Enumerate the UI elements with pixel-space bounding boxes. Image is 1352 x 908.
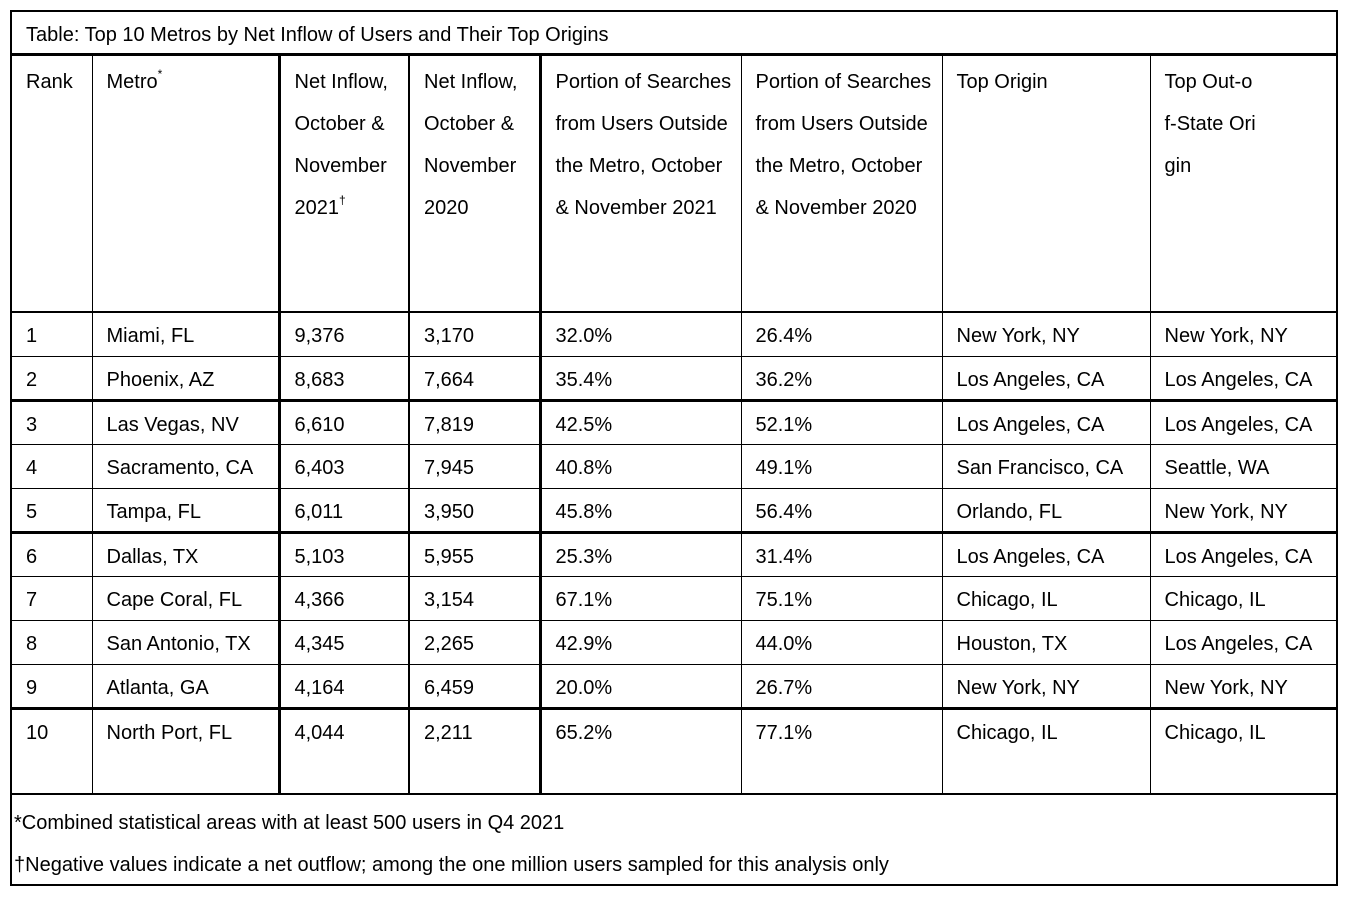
header-rank: Rank: [12, 56, 92, 312]
cell-net-inflow-2020: 3,154: [409, 576, 540, 620]
cell-portion-2020: 26.4%: [741, 312, 942, 356]
footnote-metro: *Combined statistical areas with at least 500 users in Q4 2021: [14, 812, 565, 834]
table-row: [12, 444, 1336, 488]
table-row: [12, 488, 1336, 532]
cell-metro: Tampa, FL: [92, 488, 279, 532]
cell-metro: Miami, FL: [92, 312, 279, 356]
cell-top-origin: Los Angeles, CA: [942, 356, 1150, 400]
cell-top-out-of-state-origin: Los Angeles, CA: [1150, 400, 1336, 444]
table-frame: [10, 10, 1338, 886]
header-top-origin: Top Origin: [942, 56, 1150, 312]
cell-portion-2020: 56.4%: [741, 488, 942, 532]
cell-net-inflow-2020: 7,819: [409, 400, 540, 444]
cell-top-out-of-state-origin: Los Angeles, CA: [1150, 620, 1336, 664]
cell-top-out-of-state-origin: Seattle, WA: [1150, 444, 1336, 488]
cell-portion-2021: 25.3%: [540, 532, 741, 576]
cell-metro: Atlanta, GA: [92, 664, 279, 708]
cell-top-origin: Los Angeles, CA: [942, 400, 1150, 444]
cell-portion-2020: 52.1%: [741, 400, 942, 444]
cell-net-inflow-2021: 4,044: [279, 708, 409, 794]
cell-net-inflow-2020: 2,211: [409, 708, 540, 794]
header-row: [12, 56, 1336, 312]
cell-rank: 1: [12, 312, 92, 356]
cell-top-origin: New York, NY: [942, 664, 1150, 708]
cell-portion-2020: 75.1%: [741, 576, 942, 620]
footnote-net-inflow: †Negative values indicate a net outflow; among the one million users sampled for this analysis only: [14, 854, 889, 876]
cell-metro: Phoenix, AZ: [92, 356, 279, 400]
cell-top-origin: Houston, TX: [942, 620, 1150, 664]
metros-table: [12, 56, 1336, 795]
cell-metro: Sacramento, CA: [92, 444, 279, 488]
cell-net-inflow-2021: 4,164: [279, 664, 409, 708]
cell-top-out-of-state-origin: Los Angeles, CA: [1150, 356, 1336, 400]
cell-portion-2021: 20.0%: [540, 664, 741, 708]
table-row: [12, 532, 1336, 576]
cell-metro: North Port, FL: [92, 708, 279, 794]
cell-rank: 8: [12, 620, 92, 664]
cell-rank: 4: [12, 444, 92, 488]
cell-net-inflow-2021: 6,011: [279, 488, 409, 532]
cell-portion-2021: 40.8%: [540, 444, 741, 488]
cell-net-inflow-2021: 9,376: [279, 312, 409, 356]
table-row: [12, 620, 1336, 664]
cell-net-inflow-2021: 6,403: [279, 444, 409, 488]
cell-portion-2021: 32.0%: [540, 312, 741, 356]
table-row: [12, 664, 1336, 708]
cell-portion-2021: 45.8%: [540, 488, 741, 532]
cell-rank: 6: [12, 532, 92, 576]
table-row: [12, 312, 1336, 356]
header-metro: Metro*: [92, 56, 279, 312]
cell-net-inflow-2020: 6,459: [409, 664, 540, 708]
cell-top-origin: New York, NY: [942, 312, 1150, 356]
header-net-inflow-2020: Net Inflow, October & November 2020: [409, 56, 540, 312]
cell-net-inflow-2021: 4,345: [279, 620, 409, 664]
cell-top-origin: Los Angeles, CA: [942, 532, 1150, 576]
cell-net-inflow-2020: 3,950: [409, 488, 540, 532]
table-row: [12, 708, 1336, 794]
cell-rank: 9: [12, 664, 92, 708]
cell-metro: Las Vegas, NV: [92, 400, 279, 444]
cell-top-out-of-state-origin: Los Angeles, CA: [1150, 532, 1336, 576]
cell-top-origin: Chicago, IL: [942, 708, 1150, 794]
cell-net-inflow-2020: 2,265: [409, 620, 540, 664]
cell-rank: 2: [12, 356, 92, 400]
cell-net-inflow-2021: 8,683: [279, 356, 409, 400]
table-row: [12, 356, 1336, 400]
cell-portion-2020: 77.1%: [741, 708, 942, 794]
cell-net-inflow-2020: 7,945: [409, 444, 540, 488]
table-title: Table: Top 10 Metros by Net Inflow of Users and Their Top Origins: [12, 12, 1336, 56]
cell-portion-2021: 65.2%: [540, 708, 741, 794]
metro-footnote-mark: *: [157, 67, 163, 82]
cell-portion-2021: 67.1%: [540, 576, 741, 620]
cell-net-inflow-2020: 3,170: [409, 312, 540, 356]
header-top-out-of-state-origin: Top Out-of-State Origin: [1150, 56, 1336, 312]
header-portion-2021: Portion of Searches from Users Outside the Metro, October & November 2021: [540, 56, 741, 312]
cell-net-inflow-2021: 6,610: [279, 400, 409, 444]
cell-portion-2020: 44.0%: [741, 620, 942, 664]
cell-rank: 5: [12, 488, 92, 532]
cell-portion-2021: 42.9%: [540, 620, 741, 664]
cell-net-inflow-2021: 5,103: [279, 532, 409, 576]
cell-portion-2021: 35.4%: [540, 356, 741, 400]
cell-top-out-of-state-origin: New York, NY: [1150, 488, 1336, 532]
cell-top-origin: Chicago, IL: [942, 576, 1150, 620]
header-portion-2020: Portion of Searches from Users Outside the Metro, October & November 2020: [741, 56, 942, 312]
header-net-inflow-2021: Net Inflow, October & November 2021†: [279, 56, 409, 312]
table-row: [12, 576, 1336, 620]
cell-portion-2020: 26.7%: [741, 664, 942, 708]
net-inflow-footnote-mark: †: [339, 193, 346, 208]
cell-top-origin: Orlando, FL: [942, 488, 1150, 532]
cell-top-out-of-state-origin: Chicago, IL: [1150, 576, 1336, 620]
cell-portion-2020: 36.2%: [741, 356, 942, 400]
cell-portion-2020: 31.4%: [741, 532, 942, 576]
table-row: [12, 400, 1336, 444]
cell-metro: Cape Coral, FL: [92, 576, 279, 620]
cell-portion-2020: 49.1%: [741, 444, 942, 488]
cell-metro: Dallas, TX: [92, 532, 279, 576]
cell-top-out-of-state-origin: New York, NY: [1150, 664, 1336, 708]
cell-net-inflow-2021: 4,366: [279, 576, 409, 620]
cell-rank: 7: [12, 576, 92, 620]
cell-top-out-of-state-origin: New York, NY: [1150, 312, 1336, 356]
cell-rank: 3: [12, 400, 92, 444]
cell-top-out-of-state-origin: Chicago, IL: [1150, 708, 1336, 794]
cell-net-inflow-2020: 7,664: [409, 356, 540, 400]
cell-rank: 10: [12, 708, 92, 794]
cell-top-origin: San Francisco, CA: [942, 444, 1150, 488]
cell-metro: San Antonio, TX: [92, 620, 279, 664]
cell-net-inflow-2020: 5,955: [409, 532, 540, 576]
cell-portion-2021: 42.5%: [540, 400, 741, 444]
